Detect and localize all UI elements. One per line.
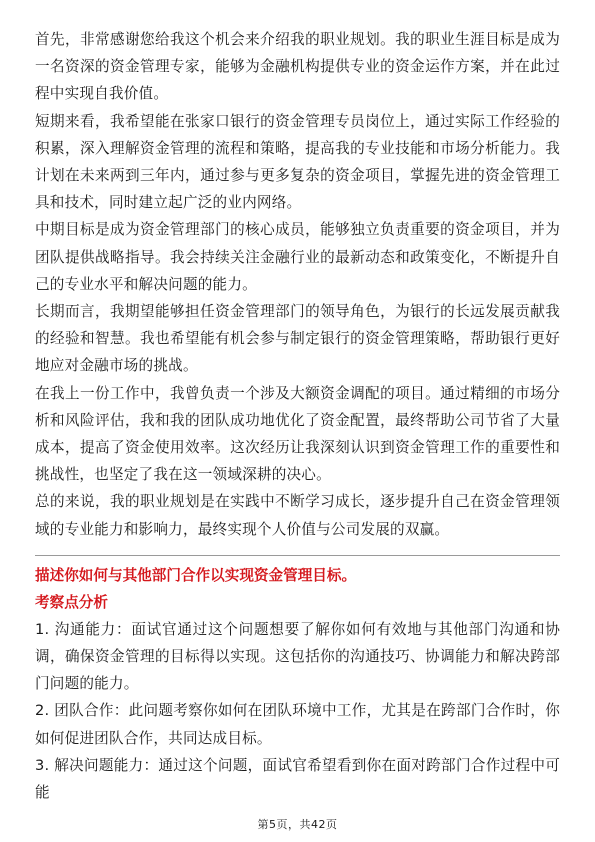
answer-paragraph-6: 总的来说，我的职业规划是在实践中不断学习成长，逐步提升自己在资金管理领域的专业能力和影响力，最终实现个人价值与公司发展的双赢。 (35, 493, 560, 538)
answer-paragraph-2: 短期来看，我希望能在张家口银行的资金管理专员岗位上，通过实际工作经验的积累，深入理解资金管理的流程和策略，提高我的专业技能和市场分析能力。我计划在未来两到三年内，通过参与更多复杂的资金项目，掌握先进的资金管理工具和技术，同时建立起广泛的业内网络。 (35, 112, 560, 212)
analysis-item-3: 3. 解决问题能力：通过这个问题，面试官希望看到你在面对跨部门合作过程中可能 (35, 756, 560, 802)
analysis-item-1: 1. 沟通能力：面试官通过这个问题想要了解你如何有效地与其他部门沟通和协调，确保资金管理的目标得以实现。这包括你的沟通技巧、协调能力和解决跨部门问题的能力。 (35, 620, 560, 693)
answer-paragraph-3: 中期目标是成为资金管理部门的核心成员，能够独立负责重要的资金项目，并为团队提供战略指导。我会持续关注金融行业的最新动态和政策变化，不断提升自己的专业水平和解决问题的能力。 (35, 221, 560, 293)
question-title: 描述你如何与其他部门合作以实现资金管理目标。 (35, 566, 357, 584)
answer-paragraph-4: 长期而言，我期望能够担任资金管理部门的领导角色，为银行的长远发展贡献我的经验和智慧。我也希望能有机会参与制定银行的资金管理策略，帮助银行更好地应对金融市场的挑战。 (35, 303, 560, 375)
answer-paragraph-5: 在我上一份工作中，我曾负责一个涉及大额资金调配的项目。通过精细的市场分析和风险评估，我和我的团队成功地优化了资金配置，最终帮助公司节省了大量成本，提高了资金使用效率。这次经历让我深刻认识到资金管理工作的重要性和挑战性，也坚定了我在这一领域深耕的决心。 (35, 384, 560, 484)
page-number: 第5页，共42页 (257, 818, 338, 831)
answer-paragraph-1: 首先，非常感谢您给我这个机会来介绍我的职业规划。我的职业生涯目标是成为一名资深的资金管理专家，能够为金融机构提供专业的资金运作方案，并在此过程中实现自我价值。 (35, 31, 560, 103)
analysis-heading: 考察点分析 (35, 593, 108, 611)
section-divider (35, 555, 560, 556)
analysis-item-2: 2. 团队合作：此问题考察你如何在团队环境中工作，尤其是在跨部门合作时，你如何促进团队合作，共同达成目标。 (35, 702, 560, 747)
document-page (35, 26, 560, 806)
